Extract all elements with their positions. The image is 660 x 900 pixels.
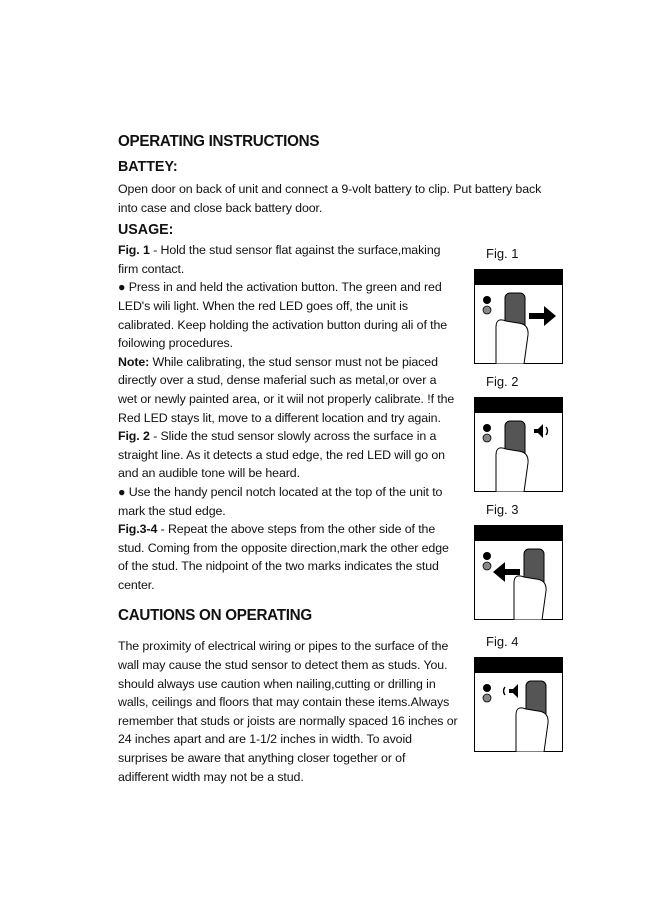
fig1-label: Fig. 1: [486, 246, 519, 261]
fig1-ref: Fig. 1: [118, 243, 150, 258]
usage-bullet-pencil: ● Use the handy pencil notch located at the top of the unit to mark the stud edge.: [118, 484, 443, 518]
fig2-illustration: [474, 397, 563, 492]
battery-text: Open door on back of unit and connect a 9-volt battery to clip. Put battery back into case and close back battery door.: [118, 182, 542, 215]
fig2-ref: Fig. 2: [118, 429, 150, 444]
usage-bullet-activation: ● Press in and held the activation button. The green and red LED's wili light. When the red LED goes off, the unit is calibrated. Keep holding the activation button during ali of the foilowing procedures.: [118, 280, 448, 351]
usage-note-paragraph: [118, 353, 458, 427]
usage-heading: USAGE:: [118, 221, 174, 239]
fig3-illustration: [474, 525, 563, 620]
fig2-text: - Slide the stud sensor slowly across the surface in a straight line. As it detects a stud edge, the red LED will go on and an audible tone will be heard.: [118, 429, 445, 481]
fig4-illustration: [474, 657, 563, 752]
page-title: OPERATING INSTRUCTIONS: [118, 133, 320, 150]
cautions-heading: CAUTIONS ON OPERATING: [118, 607, 312, 625]
cautions-text: The proximity of electrical wiring or pipes to the surface of the wall may cause the stud sensor to detect them as studs. You. should always use caution when nailing,cutting or drilling in walls, ceilings and floors that may contain these items.Always remember that studs or joists are normally spaced 16 inches or 24 inches apart and are 1-1/2 inches in width. To avoid surprises be aware that anything closer together or of adifferent width may not be a stud.: [118, 639, 458, 784]
usage-fig34-paragraph: [118, 520, 458, 594]
note-label: Note:: [118, 354, 150, 369]
fig1-illustration: [474, 269, 563, 364]
fig3-label: Fig. 3: [486, 502, 519, 517]
usage-fig2-paragraph: [118, 427, 458, 483]
note-text: While calibrating, the stud sensor must not be piaced directly over a stud, dense maferial such as metal,or over a wet or newly painted area, or it wiil not properly calibrate. !f the Red LED stays lit, move to a different location and try again.: [118, 354, 455, 425]
fig2-label: Fig. 2: [486, 374, 519, 389]
fig1-text: - Hold the stud sensor flat against the surface,making firm contact.: [118, 243, 441, 276]
battery-heading: BATTEY:: [118, 158, 178, 175]
fig4-label: Fig. 4: [486, 634, 519, 649]
fig34-ref: Fig.3-4: [118, 522, 158, 537]
fig34-text: - Repeat the above steps from the other side of the stud. Coming from the opposite direction,mark the other edge of the stud. The nidpoint of the two marks indicates the stud center.: [118, 522, 449, 592]
usage-fig1-paragraph: [118, 241, 458, 278]
